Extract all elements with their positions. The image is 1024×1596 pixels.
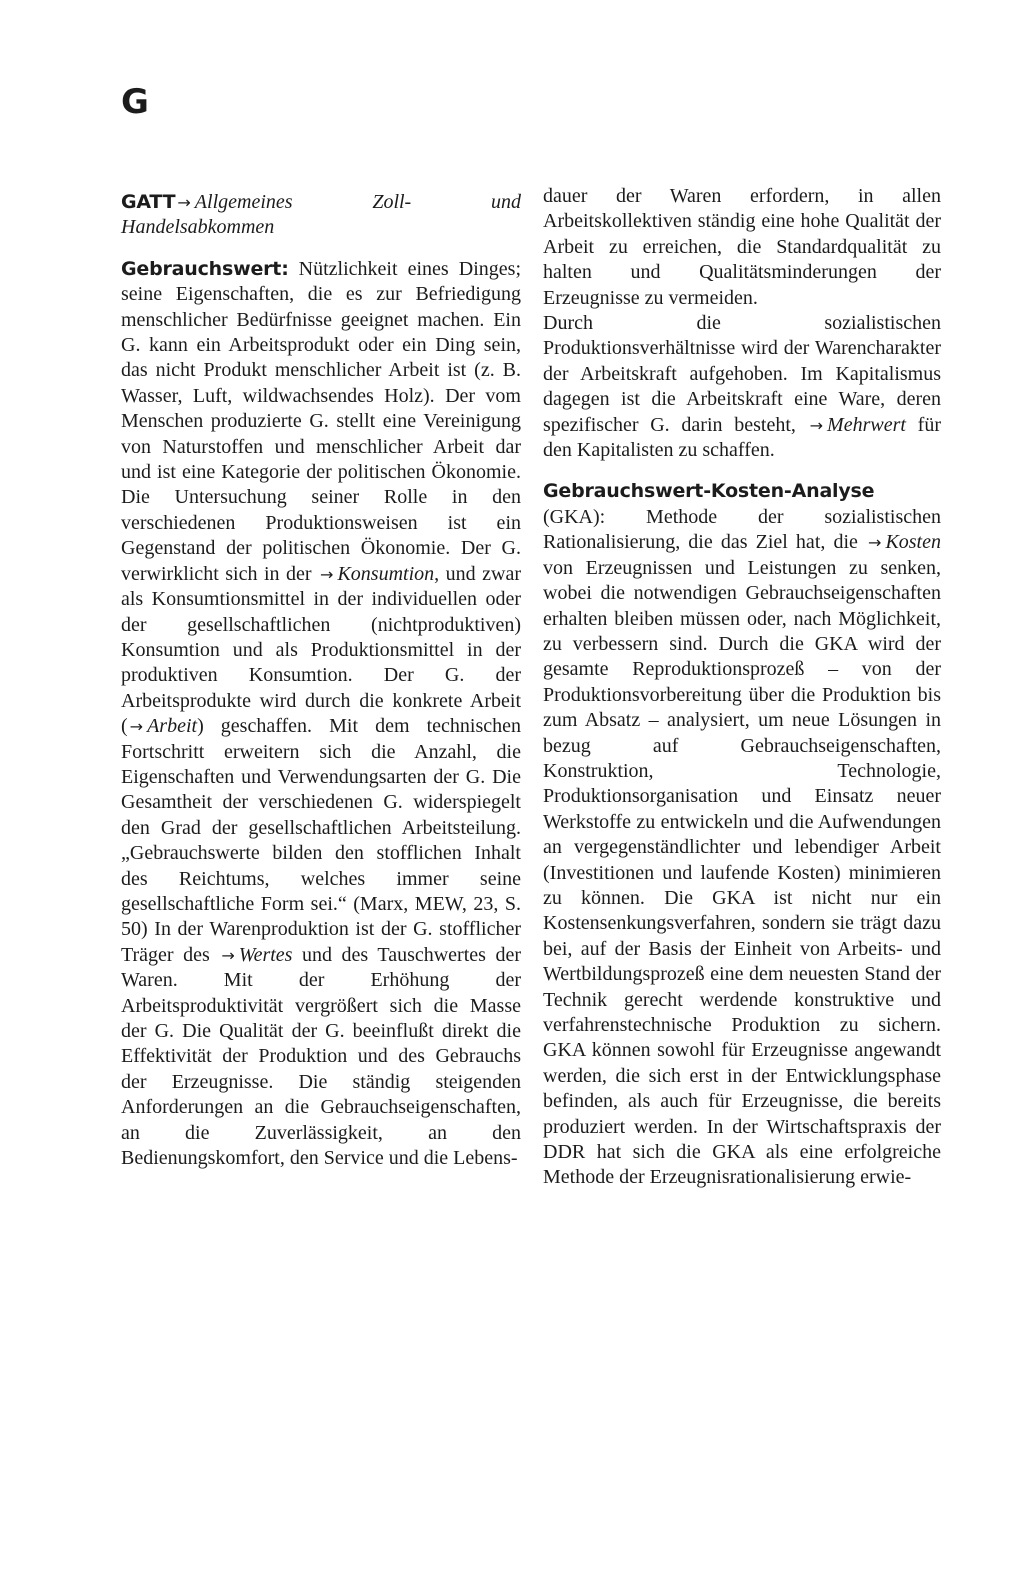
cross-reference-arrow-icon: → [868,533,882,553]
cross-reference-link-kosten[interactable]: Kosten [885,531,941,554]
cross-reference-link-konsumtion[interactable]: Konsumtion [337,562,435,585]
entry-text: für den Kapitalisten zu schaffen. [543,413,941,462]
entry-text: Durch die sozialistischen Produktionsverhältnisse wird der Warencharakter der Arbeitskraft aufgehoben. Im Kapitalismus dagegen ist die Arbeitskraft eine Ware, deren spezifischer G. darin besteht, [543,312,941,436]
cross-reference-arrow-icon: → [177,193,191,212]
cross-reference-arrow-icon: → [129,717,144,737]
right-column [543,184,941,1191]
cross-reference-arrow-icon: → [320,564,334,584]
entry-continuation-paragraph [543,311,941,463]
cross-reference-link-wertes[interactable]: Wertes [238,943,293,966]
cross-reference-link[interactable]: Allgemeines Zoll- und Handelsabkommen [121,191,521,239]
cross-reference-link-arbeit[interactable]: Arbeit [147,715,198,738]
entry-gebrauchswert-kosten-analyse [543,479,941,1190]
headword-gatt: GATT [121,191,176,213]
headword-gka: Gebrauchswert-Kosten-Analyse [543,480,875,503]
entry-text: von Erzeugnissen und Leistungen zu senken, wobei die notwendigen Gebrauchseigenschaften erhalten bleiben müssen oder, nach Möglichkeit, zu verbessern sind. Durch die GKA wird der gesamte Reproduktionsprozeß – von der Produktionsvorbereitung über die Produktion bis zum Absatz – analysiert, um neue Lösungen in bezug auf Gebrauchseigenschaften, Konstruktion, Technologie, Produktionsorganisation und Einsatz neuer Werkstoffe zu entwickeln und die Aufwendungen an vergegenständlichter und lebendiger Arbeit (Investitionen und laufende Kosten) minimieren zu können. Die GKA ist nicht nur ein Kostensenkungsverfahren, sondern sie trägt dazu bei, auf der Basis der Einheit von Arbeits- und Wertbildungsprozeß eine dem neuesten Stand der Technik gerecht werdende konstruktive und verfahrenstechnische Produktion zu sichern. GKA können sowohl für Erzeugnisse angewandt werden, die sich erst in der Entwicklungsphase befinden, als auch für Erzeugnisse, die bereits produziert werden. In der Wirtschaftspraxis der DDR hat sich die GKA als eine erfolgreiche Methode der Erzeugnisrationalisierung erwie- [543,556,941,1189]
entry-continuation: dauer der Waren erfordern, in allen Arbeitskollektiven ständig eine hohe Qualität der Arbeit zu erreichen, die Standardqualität zu halten und Qualitätsminderungen der Erzeugnisse zu vermeiden. [543,185,941,309]
entry-text: ) geschaffen. Mit dem technischen Fortschritt erweitern sich die Anzahl, die Eigenschaften und Verwendungsarten der G. Die Gesamtheit der verschiedenen G. widerspiegelt den Grad der gesellschaftlichen Arbeitsteilung. „Gebrauchswerte bilden den stofflichen Inhalt des Reichtums, welches immer seine gesellschaftliche Form sei.“ (Marx, MEW, 23, S. 50) In der Warenproduktion ist der G. stofflicher Träger des [121,715,521,966]
entry-gatt [121,190,521,241]
headword-gebrauchswert: Gebrauchswert: [121,257,289,280]
entry-text: , und zwar als Konsumtionsmittel in der individuellen oder der gesellschaftlichen (nichtproduktiven) Konsumtion und als Produktionsmittel in der produktiven Konsumtion. Der G. der Arbeitsprodukte wird durch die konkrete Arbeit ( [121,562,521,738]
entry-text: (GKA): Methode der sozialistischen Rationalisierung, die das Ziel hat, die [543,505,941,554]
section-letter: G [121,82,149,122]
cross-reference-link-mehrwert[interactable]: Mehrwert [827,413,906,436]
entry-gebrauchswert [121,257,521,1172]
entry-text: und des Tauschwertes der Waren. Mit der Erhöhung der Arbeitsproduktivität vergrößert sich die Masse der G. Die Qualität der G. beeinflußt direkt die Effektivität der Produktion und des Gebrauchs der Erzeugnisse. Die ständig steigenden Anforderungen an die Gebrauchseigenschaften, an die Zuverlässigkeit, an den Bedienungskomfort, den Service und die Lebens- [121,943,522,1170]
left-column [121,190,521,1171]
cross-reference-arrow-icon: → [809,415,824,435]
cross-reference-arrow-icon: → [221,945,235,965]
entry-text: Nützlichkeit eines Dinges; seine Eigenschaften, die es zur Befriedigung menschlicher Bedürfnisse geeignet machen. Ein G. kann ein Arbeitsprodukt oder ein Ding sein, das nicht Produkt menschlicher Arbeit ist (z. B. Wasser, Luft, wildwachsendes Holz). Der vom Menschen produzierte G. stellt eine Vereinigung von Naturstoffen und menschlicher Arbeit dar und ist eine Kategorie der politischen Ökonomie. Die Untersuchung seiner Rolle in den verschiedenen Produktionsweisen ist ein Gegenstand der politischen Ökonomie. Der G. verwirklicht sich in der [121,257,521,585]
